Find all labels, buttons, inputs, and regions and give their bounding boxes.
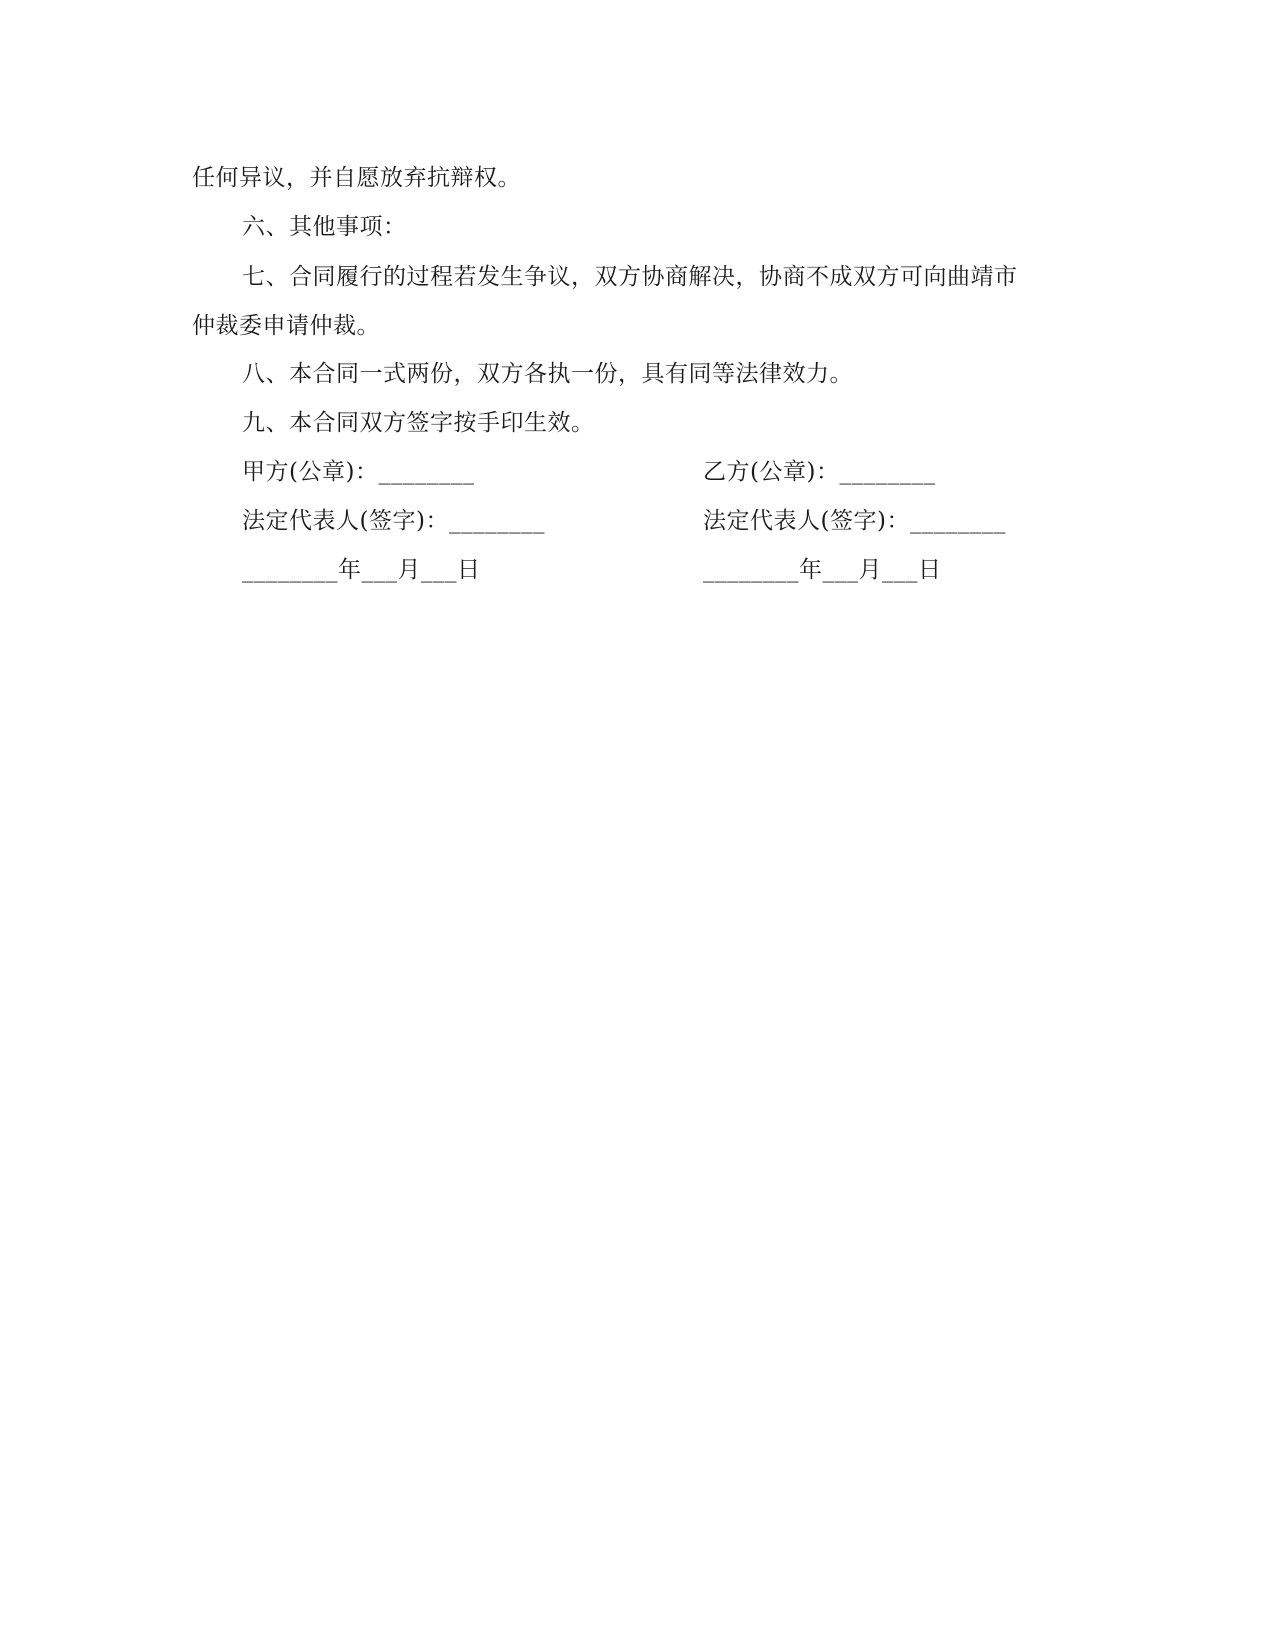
party-b-representative: 法定代表人(签字)：________ <box>703 508 1006 534</box>
clause-seven: 七、合同履行的过程若发生争议，双方协商解决，协商不成双方可向曲靖市 <box>242 264 1018 290</box>
clause-nine: 九、本合同双方签字按手印生效。 <box>242 410 595 436</box>
party-a-date: ________年___月___日 <box>242 557 481 583</box>
party-b-seal: 乙方(公章)：________ <box>703 459 936 485</box>
paragraph-continuation: 任何异议，并自愿放弃抗辩权。 <box>192 165 521 191</box>
party-a-representative: 法定代表人(签字)：________ <box>242 508 545 534</box>
party-a-seal: 甲方(公章)：________ <box>242 459 475 485</box>
clause-seven-continuation: 仲裁委申请仲裁。 <box>192 313 380 339</box>
clause-eight: 八、本合同一式两份，双方各执一份，具有同等法律效力。 <box>242 361 853 387</box>
clause-six: 六、其他事项： <box>242 214 407 240</box>
party-b-date: ________年___月___日 <box>703 557 942 583</box>
